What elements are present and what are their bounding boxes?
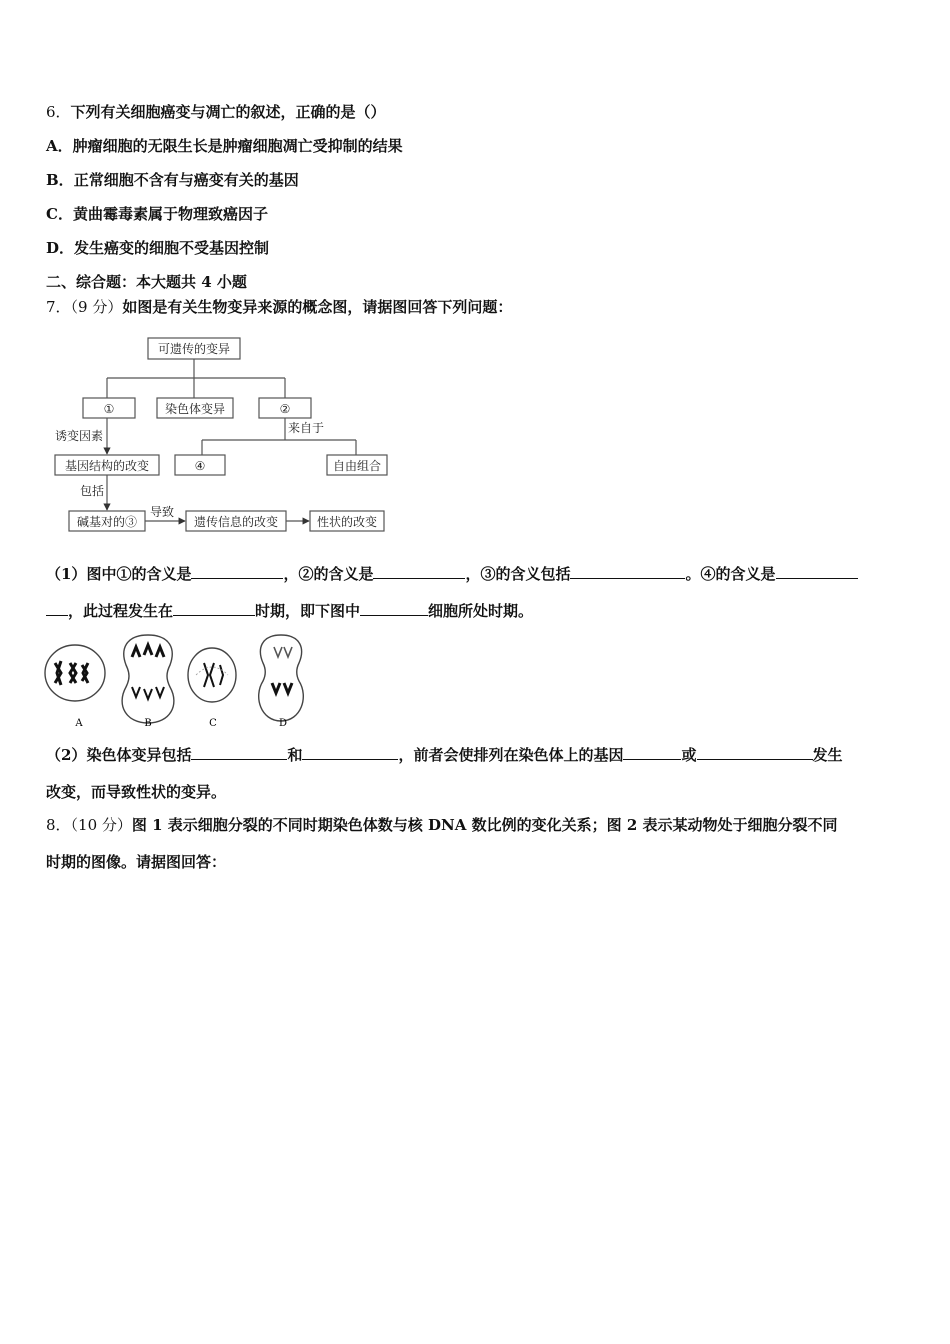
box-4-label: ④ bbox=[194, 459, 206, 473]
q7-part1-text6: 时期，即下图中 bbox=[255, 602, 361, 620]
q6-option-a-text: 肿瘤细胞的无限生长是肿瘤细胞凋亡受抑制的结果 bbox=[72, 137, 403, 155]
q8-number: 8． bbox=[46, 816, 71, 834]
cell-c bbox=[188, 648, 236, 729]
cell-b-label: B bbox=[144, 718, 152, 729]
q6-option-d-text: 发生癌变的细胞不受基因控制 bbox=[74, 239, 270, 257]
q7-part1-label: （1） bbox=[46, 565, 87, 583]
answer-blank-10[interactable] bbox=[697, 745, 813, 760]
q7-part2-line1 bbox=[46, 745, 843, 765]
q7-part2-line2: 改变，而导致性状的变异。 bbox=[46, 783, 227, 801]
answer-blank-4b[interactable] bbox=[46, 601, 68, 616]
q6-option-b-letter: B． bbox=[46, 171, 74, 189]
lead-label: 导致 bbox=[150, 505, 175, 519]
free-combination-label: 自由组合 bbox=[332, 459, 382, 473]
q7-part2-label: （2） bbox=[46, 746, 87, 764]
q7-part2-text3: ，前者会使排列在染色体上的基因 bbox=[398, 746, 624, 764]
variation-concept-diagram bbox=[0, 0, 950, 560]
q8-stem-line2: 时期的图像。请据图回答： bbox=[46, 853, 227, 871]
cell-d-label: D bbox=[278, 718, 288, 729]
chromosome-variation-label: 染色体变异 bbox=[164, 402, 226, 416]
cell-division-figures bbox=[0, 625, 950, 735]
q7-part1-text7: 细胞所处时期。 bbox=[428, 602, 534, 620]
answer-blank-6[interactable] bbox=[360, 601, 428, 616]
cell-a-label: A bbox=[75, 718, 83, 729]
q7-part1-text1: 图中①的含义是 bbox=[86, 565, 192, 583]
q7-part2-text4: 或 bbox=[681, 746, 697, 764]
section-title: 二、综合题：本大题共 4 小题 bbox=[46, 273, 247, 291]
cell-a bbox=[45, 645, 105, 729]
q7-part1-text2: ，②的含义是 bbox=[283, 565, 374, 583]
q7-part1-line1 bbox=[46, 564, 858, 584]
q7-stem-text: 如图是有关生物变异来源的概念图，请据图回答下列问题： bbox=[122, 298, 513, 316]
box-1-label: ① bbox=[103, 402, 115, 416]
answer-blank-1[interactable] bbox=[191, 564, 283, 579]
q6-option-c-text: 黄曲霉毒素属于物理致癌因子 bbox=[72, 205, 268, 223]
q7-part2-text1: 染色体变异包括 bbox=[86, 746, 192, 764]
q7-score: （9 分） bbox=[70, 298, 123, 316]
q7-part1-text5: ，此过程发生在 bbox=[68, 602, 174, 620]
q7-number: 7． bbox=[46, 298, 71, 316]
q6-option-a-letter: A． bbox=[46, 137, 73, 155]
answer-blank-2[interactable] bbox=[373, 564, 465, 579]
base-pair-label: 碱基对的③ bbox=[76, 515, 138, 529]
q6-option-d-letter: D． bbox=[46, 239, 75, 257]
trait-change-label: 性状的改变 bbox=[316, 515, 378, 529]
answer-blank-9[interactable] bbox=[623, 745, 681, 760]
answer-blank-3[interactable] bbox=[570, 564, 685, 579]
q8-stem-line1 bbox=[46, 815, 837, 835]
q6-number: 6． bbox=[46, 103, 71, 121]
from-label: 来自于 bbox=[288, 421, 325, 435]
q6-option-b-text: 正常细胞不含有与癌变有关的基因 bbox=[73, 171, 299, 189]
q7-part1-text4: 。④的含义是 bbox=[685, 565, 776, 583]
mutagen-label: 诱变因素 bbox=[55, 429, 104, 443]
root-label: 可遗传的变异 bbox=[157, 342, 231, 356]
cell-d bbox=[259, 635, 304, 729]
gene-structure-label: 基因结构的改变 bbox=[64, 459, 150, 473]
answer-blank-7[interactable] bbox=[191, 745, 287, 760]
cell-b bbox=[122, 635, 174, 729]
include-label: 包括 bbox=[80, 484, 105, 498]
q8-score: （10 分） bbox=[70, 816, 132, 834]
box-2-label: ② bbox=[279, 402, 291, 416]
genetic-info-label: 遗传信息的改变 bbox=[193, 515, 279, 529]
q7-part2-text5: 发生 bbox=[812, 746, 843, 764]
answer-blank-4a[interactable] bbox=[776, 564, 858, 579]
answer-blank-5[interactable] bbox=[173, 601, 255, 616]
q6-stem-text: 下列有关细胞癌变与凋亡的叙述，正确的是（） bbox=[70, 103, 386, 121]
q7-part1-text3: ，③的含义包括 bbox=[465, 565, 571, 583]
q7-part1-line2 bbox=[46, 601, 533, 621]
q7-part2-text2: 和 bbox=[287, 746, 303, 764]
cell-c-label: C bbox=[209, 718, 217, 729]
answer-blank-8[interactable] bbox=[302, 745, 398, 760]
q6-option-c-letter: C． bbox=[46, 205, 73, 223]
q8-text1: 图 1 表示细胞分裂的不同时期染色体数与核 DNA 数比例的变化关系；图 2 表示某动物处于细胞分裂不同 bbox=[131, 816, 838, 834]
